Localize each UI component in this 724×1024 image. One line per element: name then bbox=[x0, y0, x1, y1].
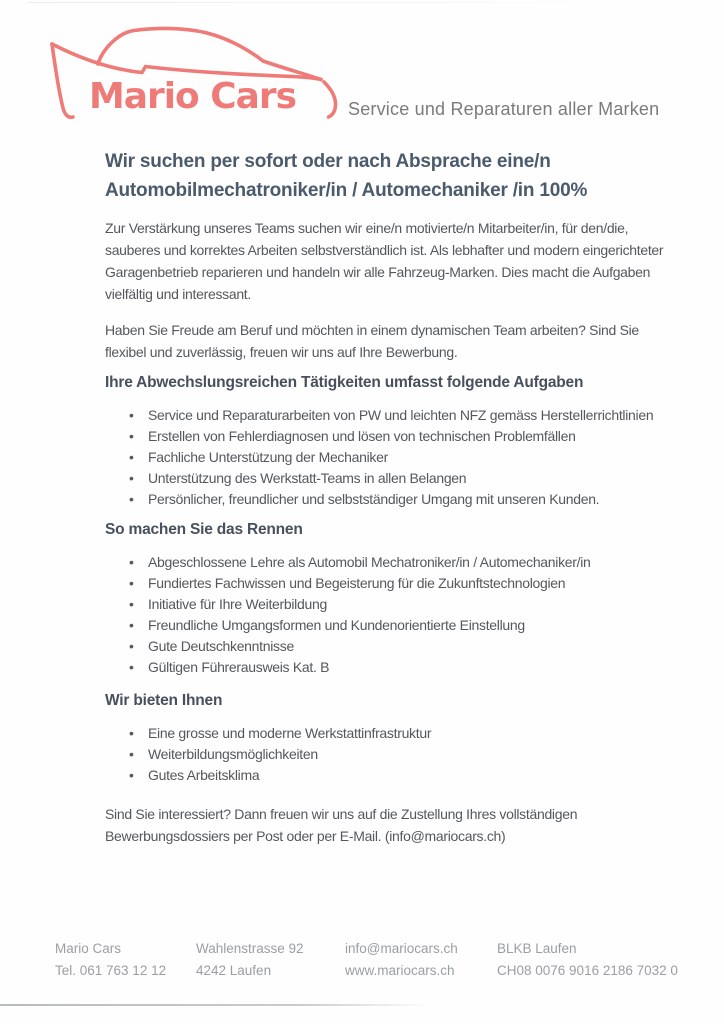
list-item: • Gute Deutschkenntnisse bbox=[105, 636, 665, 657]
scan-artifact-bottom-line bbox=[0, 1004, 430, 1006]
list-item: • Eine grosse und moderne Werkstattinfrastruktur bbox=[105, 723, 665, 744]
task-list bbox=[105, 405, 665, 510]
section-heading-offer: Wir bieten Ihnen bbox=[105, 692, 223, 709]
footer-city: 4242 Laufen bbox=[196, 963, 272, 978]
list-item: • Fachliche Unterstützung der Mechaniker bbox=[105, 447, 665, 468]
job-title bbox=[105, 147, 665, 205]
footer-company-column bbox=[55, 938, 166, 982]
footer-contact-column bbox=[345, 938, 458, 982]
section-heading-tasks: Ihre Abwechslungsreichen Tätigkeiten umfasst folgende Aufgaben bbox=[105, 374, 584, 391]
list-item: • Erstellen von Fehlerdiagnosen und lösen von technischen Problemfällen bbox=[105, 426, 665, 447]
footer-street: Wahlenstrasse 92 bbox=[196, 941, 304, 956]
list-item: • Service und Reparaturarbeiten von PW und leichten NFZ gemäss Herstellerrichtlinien bbox=[105, 405, 665, 426]
logo-brand-text: Mario Cars bbox=[89, 76, 296, 117]
list-item: • Weiterbildungsmöglichkeiten bbox=[105, 744, 665, 765]
job-ad-content bbox=[105, 147, 665, 861]
mario-cars-logo bbox=[42, 24, 344, 122]
footer-address-column bbox=[196, 938, 304, 982]
footer-phone: Tel. 061 763 12 12 bbox=[55, 963, 167, 978]
job-title-line-1: Wir suchen per sofort oder nach Absprache eine/n bbox=[105, 151, 551, 172]
list-item: • Gültigen Führerausweis Kat. B bbox=[105, 657, 665, 678]
car-rear-bumper-stroke bbox=[324, 82, 336, 117]
list-item: • Initiative für Ihre Weiterbildung bbox=[105, 594, 665, 615]
offer-list bbox=[105, 723, 665, 786]
car-front-stroke bbox=[52, 44, 73, 117]
scan-artifact-top-line bbox=[28, 2, 603, 3]
closing-paragraph: Sind Sie interessiert? Dann freuen wir uns auf die Zustellung Ihres vollständigen Bewerbungsdossiers per Post oder per E-Mail. (info@mariocars.ch) bbox=[105, 806, 578, 844]
intro-paragraph-2: Haben Sie Freude am Beruf und möchten in einem dynamischen Team arbeiten? Sind Sie flexibel und zuverlässig, freuen wir uns auf Ihre Bewerbung. bbox=[105, 322, 639, 360]
list-item: • Freundliche Umgangsformen und Kundenorientierte Einstellung bbox=[105, 615, 665, 636]
requirements-list bbox=[105, 552, 665, 678]
intro-paragraph-1: Zur Verstärkung unseres Teams suchen wir eine/n motivierte/n Mitarbeiter/in, für den/die, sauberes und korrektes Arbeiten selbstverständlich ist. Als lebhafter und modern eingerichteter Garagenbetrieb reparieren und handeln wir alle Fahrzeug-Marken. Dies macht die Aufgaben vielfältig und interessant. bbox=[105, 220, 664, 302]
job-title-line-2: Automobilmechatroniker/in / Automechaniker /in 100% bbox=[105, 180, 588, 201]
list-item: • Unterstützung des Werkstatt-Teams in allen Belangen bbox=[105, 468, 665, 489]
footer-company-name: Mario Cars bbox=[55, 941, 122, 956]
letter-footer bbox=[0, 938, 724, 998]
footer-website: www.mariocars.ch bbox=[345, 963, 455, 978]
footer-iban: CH08 0076 9016 2186 7032 0 bbox=[497, 963, 678, 978]
list-item: • Abgeschlossene Lehre als Automobil Mechatroniker/in / Automechaniker/in bbox=[105, 552, 665, 573]
company-tagline: Service und Reparaturen aller Marken bbox=[348, 99, 660, 119]
list-item: • Persönlicher, freundlicher und selbstständiger Umgang mit unseren Kunden. bbox=[105, 489, 665, 510]
car-outline-logo-graphic bbox=[42, 24, 344, 122]
list-item: • Gutes Arbeitsklima bbox=[105, 765, 665, 786]
car-roof-stroke bbox=[98, 28, 263, 64]
footer-email: info@mariocars.ch bbox=[345, 941, 458, 956]
footer-bank-column bbox=[497, 938, 678, 982]
car-beltline-stroke bbox=[52, 44, 321, 80]
section-heading-requirements: So machen Sie das Rennen bbox=[105, 521, 303, 538]
footer-bank-name: BLKB Laufen bbox=[497, 941, 577, 956]
list-item: • Fundiertes Fachwissen und Begeisterung für die Zukunftstechnologien bbox=[105, 573, 665, 594]
